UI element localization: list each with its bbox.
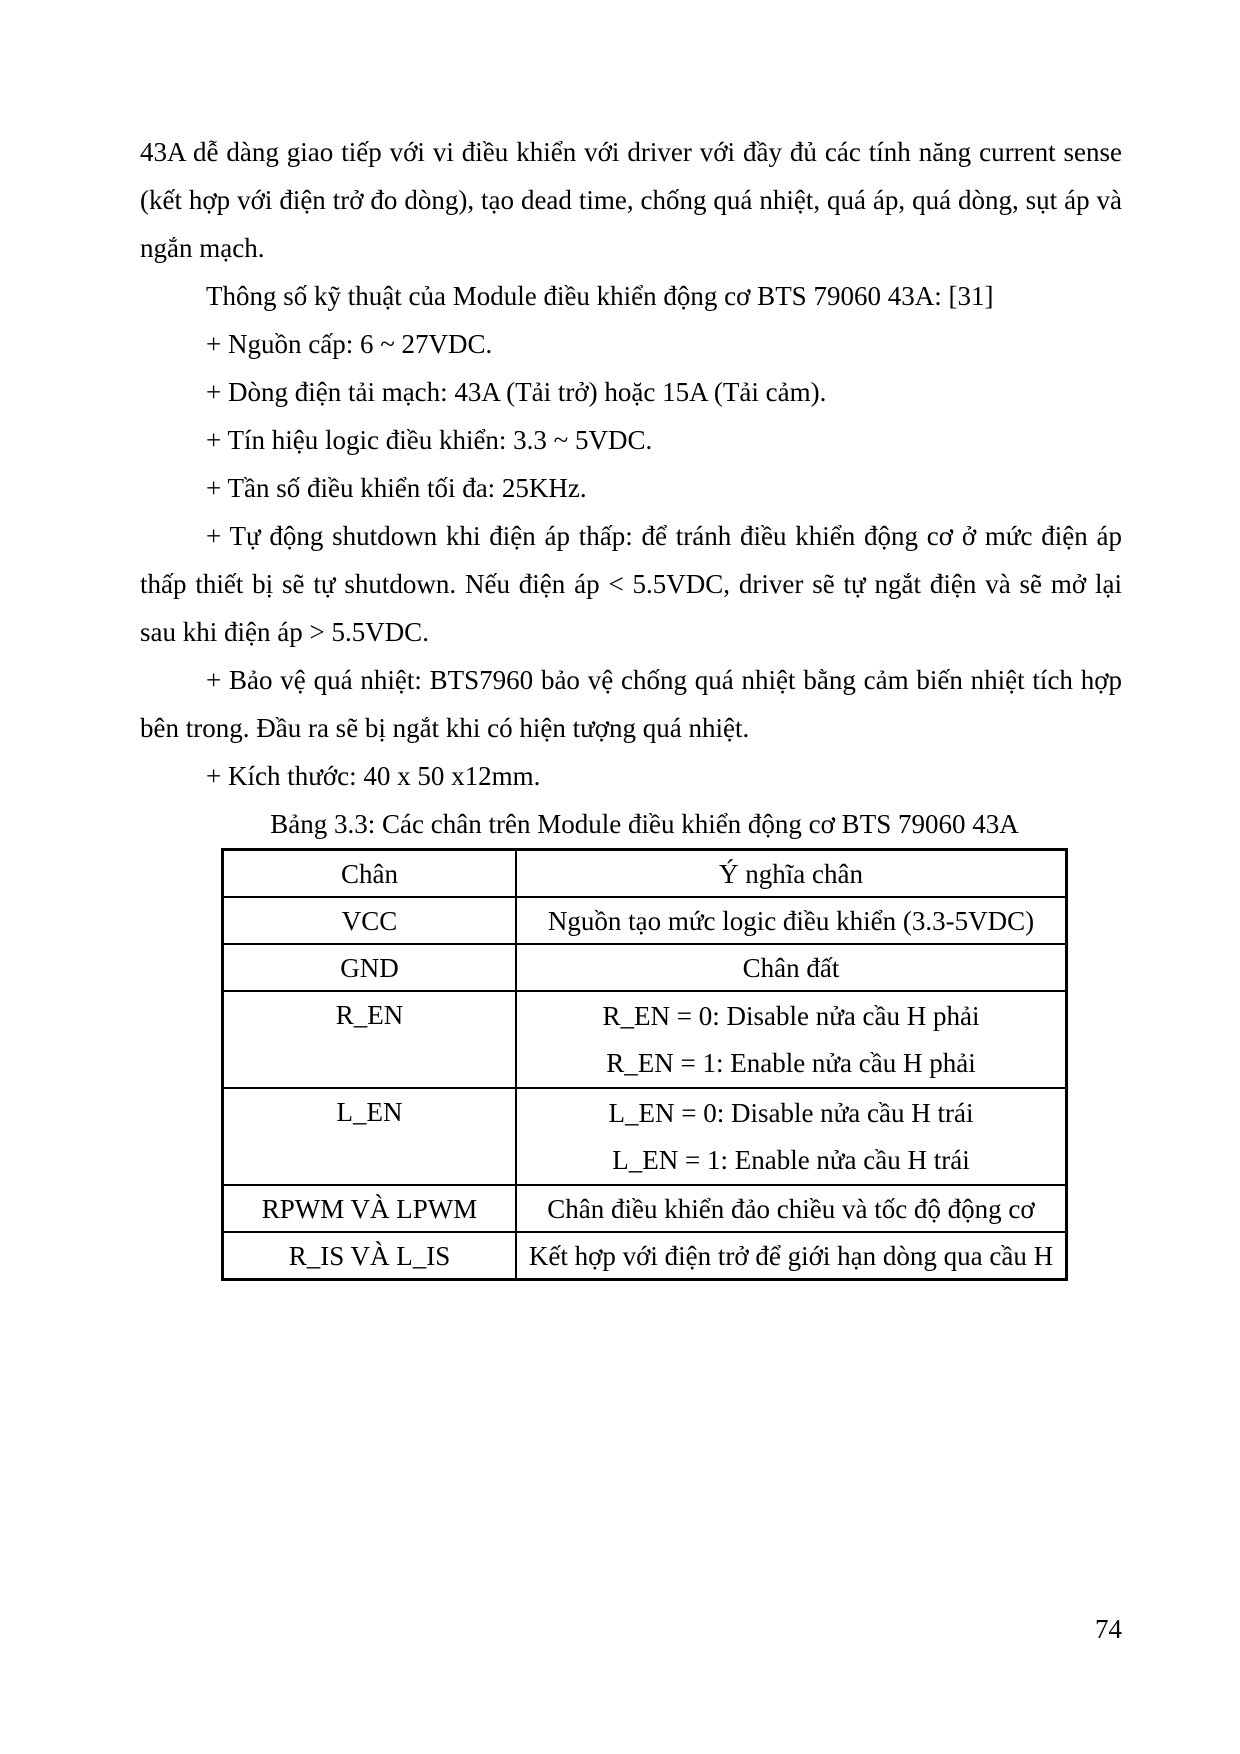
meaning-cell	[516, 944, 1067, 991]
meaning-line: Chân điều khiển đảo chiều và tốc độ động cơ	[547, 1194, 1035, 1224]
meaning-cell	[516, 1088, 1067, 1185]
paragraph-specs-title: Thông số kỹ thuật của Module điều khiển động cơ BTS 79060 43A: [31]	[206, 281, 994, 311]
spec-dimensions: + Kích thước: 40 x 50 x12mm.	[206, 761, 541, 791]
spec-thermal-protection: + Bảo vệ quá nhiệt: BTS7960 bảo vệ chống quá nhiệt bằng cảm biến nhiệt tích hợp bên trong. Đầu ra sẽ bị ngắt khi có hiện tượng quá nhiệt.	[140, 665, 1122, 743]
table-row	[223, 897, 1067, 944]
meaning-cell	[516, 1232, 1067, 1280]
table-row	[223, 944, 1067, 991]
table-row	[223, 991, 1067, 1088]
meaning-line: L_EN = 1: Enable nửa cầu H trái	[612, 1145, 970, 1175]
meaning-line: Kết hợp với điện trở để giới hạn dòng qua cầu H	[528, 1241, 1054, 1271]
pin-cell: GND	[223, 944, 517, 991]
meaning-line: Chân đất	[742, 953, 840, 983]
page-content	[140, 128, 1122, 1281]
spec-max-frequency: + Tần số điều khiển tối đa: 25KHz.	[206, 473, 587, 503]
spec-load-current: + Dòng điện tải mạch: 43A (Tải trở) hoặc 15A (Tải cảm).	[206, 377, 827, 407]
spec-auto-shutdown: + Tự động shutdown khi điện áp thấp: để tránh điều khiển động cơ ở mức điện áp thấp thiết bị sẽ tự shutdown. Nếu điện áp < 5.5VDC, driver sẽ tự ngắt điện và sẽ mở lại sau khi điện áp > 5.5VDC.	[140, 521, 1122, 647]
table-header-row	[223, 850, 1067, 898]
meaning-line: L_EN = 0: Disable nửa cầu H trái	[608, 1098, 974, 1128]
table-row	[223, 1088, 1067, 1185]
paragraph-intro: 43A dễ dàng giao tiếp với vi điều khiển với driver với đầy đủ các tính năng current sense (kết hợp với điện trở đo dòng), tạo dead time, chống quá nhiệt, quá áp, quá dòng, sụt áp và ngắn mạch.	[140, 137, 1122, 263]
table-row	[223, 1232, 1067, 1280]
pin-column-header: Chân	[223, 850, 517, 898]
page-number: 74	[1095, 1614, 1122, 1644]
meaning-line: R_EN = 0: Disable nửa cầu H phải	[602, 1001, 980, 1031]
pin-cell: RPWM VÀ LPWM	[223, 1185, 517, 1232]
meaning-line: R_EN = 1: Enable nửa cầu H phải	[606, 1048, 976, 1078]
pin-cell: R_IS VÀ L_IS	[223, 1232, 517, 1280]
spec-power: + Nguồn cấp: 6 ~ 27VDC.	[206, 329, 493, 359]
meaning-column-header: Ý nghĩa chân	[516, 850, 1067, 898]
pin-cell: R_EN	[223, 991, 517, 1088]
table-caption: Bảng 3.3: Các chân trên Module điều khiển động cơ BTS 79060 43A	[270, 809, 1019, 839]
pin-cell: L_EN	[223, 1088, 517, 1185]
table-row	[223, 1185, 1067, 1232]
meaning-cell	[516, 991, 1067, 1088]
meaning-cell	[516, 897, 1067, 944]
pin-table	[221, 848, 1068, 1281]
spec-logic-signal: + Tín hiệu logic điều khiển: 3.3 ~ 5VDC.	[206, 425, 653, 455]
meaning-line: Nguồn tạo mức logic điều khiển (3.3-5VDC)	[547, 906, 1035, 936]
meaning-cell	[516, 1185, 1067, 1232]
pin-cell: VCC	[223, 897, 517, 944]
